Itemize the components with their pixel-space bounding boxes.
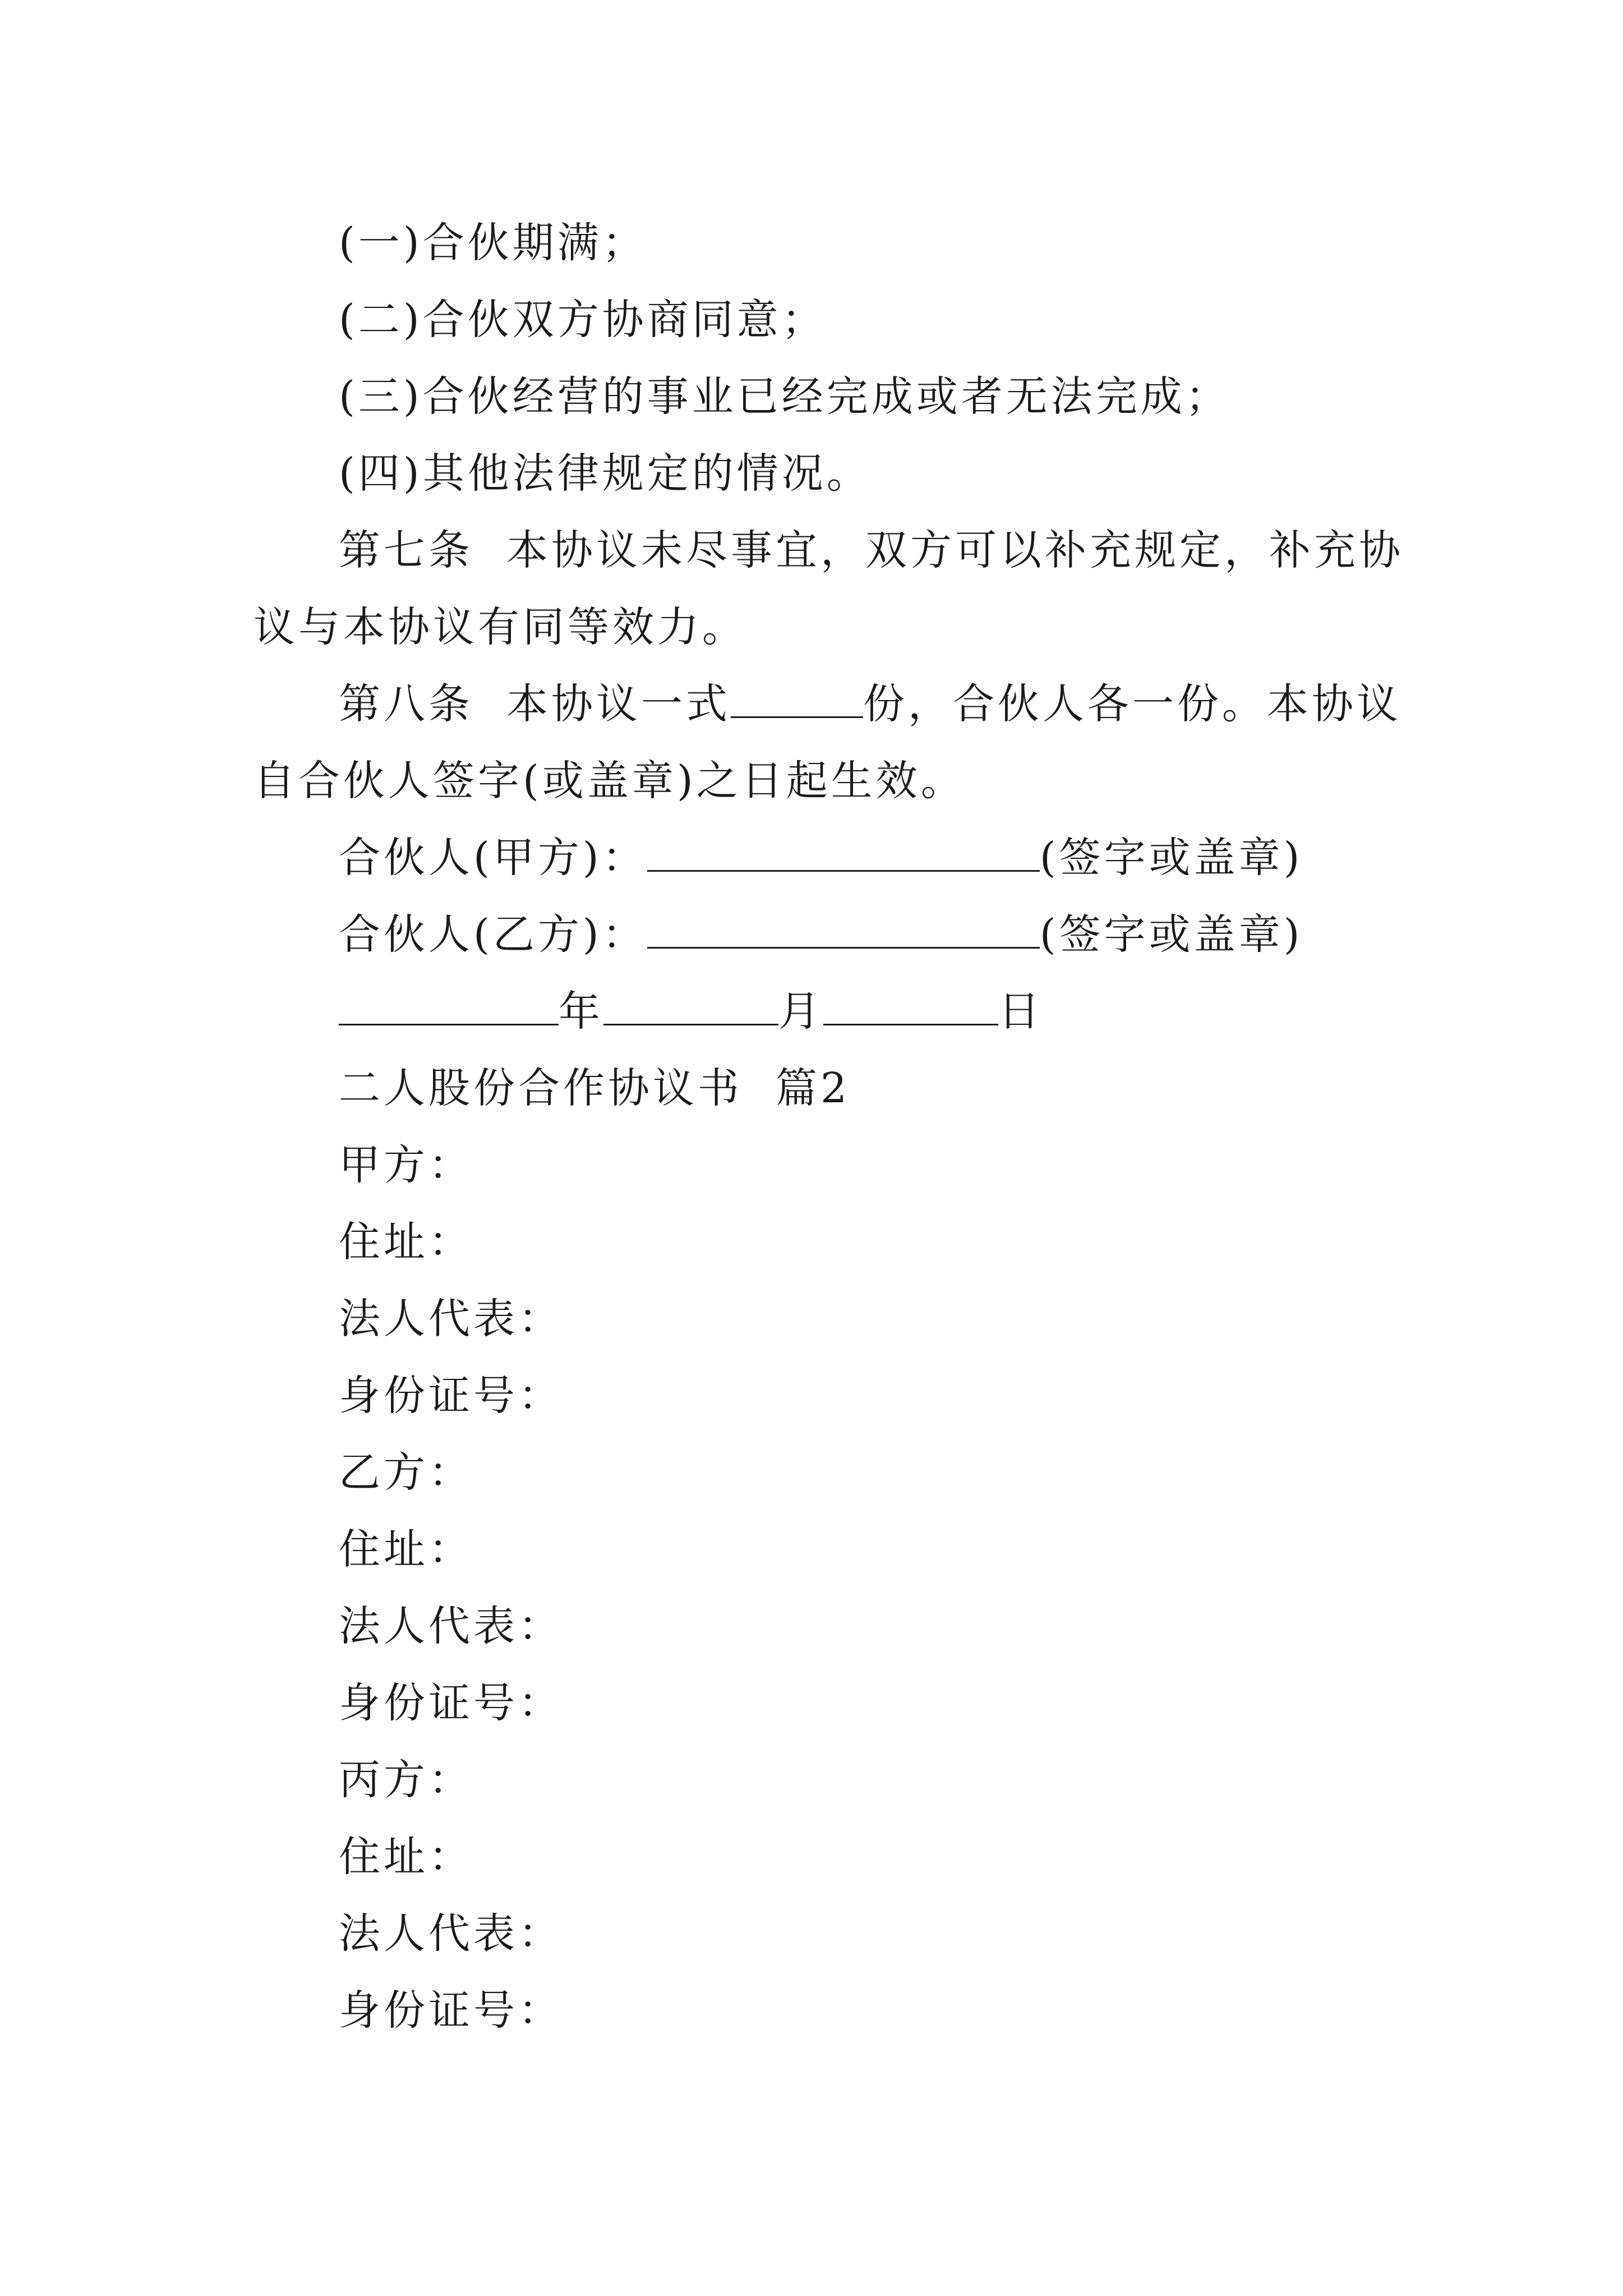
- party-b-signature-blank: [647, 912, 1040, 949]
- party-2-address: 住址：: [339, 1525, 473, 1573]
- party-2-legal-rep: 法人代表：: [339, 1602, 563, 1650]
- party-2-name: 乙方：: [339, 1448, 473, 1497]
- signature-party-b: [339, 910, 1303, 959]
- copies-blank: [731, 682, 863, 718]
- party-1-id-no: 身份证号：: [339, 1372, 563, 1420]
- party-a-sign-note: (签字或盖章): [1039, 834, 1303, 882]
- section-2-title: 二人股份合作协议书 篇2: [339, 1064, 851, 1112]
- dissolution-item-1: (一)合伙期满；: [339, 219, 647, 267]
- dissolution-item-4: (四)其他法律规定的情况。: [339, 449, 872, 498]
- party-3-address: 住址：: [339, 1833, 473, 1881]
- party-3-id-no: 身份证号：: [339, 1986, 563, 2035]
- party-a-label: 合伙人(甲方)：: [339, 834, 647, 882]
- party-1-legal-rep: 法人代表：: [339, 1295, 563, 1343]
- date-line: [339, 987, 1043, 1036]
- party-b-label: 合伙人(乙方)：: [339, 910, 647, 959]
- dissolution-item-2: (二)合伙双方协商同意；: [339, 296, 827, 344]
- party-2-id-no: 身份证号：: [339, 1679, 563, 1727]
- article-8-text-after: 份，合伙人各一份。本协议: [863, 680, 1402, 728]
- party-3-name: 丙方：: [339, 1756, 473, 1804]
- month-blank: [603, 989, 778, 1025]
- party-a-signature-blank: [647, 835, 1040, 872]
- article-7-line-2: 议与本协议有同等效力。: [253, 603, 747, 651]
- day-label: 日: [998, 987, 1043, 1036]
- party-1-name: 甲方：: [339, 1141, 473, 1189]
- month-label: 月: [778, 987, 823, 1036]
- party-b-sign-note: (签字或盖章): [1039, 910, 1303, 959]
- article-7-line-1: 第七条 本协议未尽事宜，双方可以补充规定，补充协: [339, 526, 1404, 574]
- day-blank: [823, 989, 998, 1025]
- year-label: 年: [559, 987, 603, 1036]
- party-3-legal-rep: 法人代表：: [339, 1910, 563, 1958]
- article-8-text-before: 第八条 本协议一式: [339, 680, 731, 728]
- signature-party-a: [339, 834, 1303, 882]
- article-8-line-1: [339, 680, 1401, 728]
- dissolution-item-3: (三)合伙经营的事业已经完成或者无法完成；: [339, 372, 1230, 421]
- party-1-address: 住址：: [339, 1218, 473, 1266]
- article-8-line-2: 自合伙人签字(或盖章)之日起生效。: [253, 757, 966, 805]
- year-blank: [339, 989, 559, 1025]
